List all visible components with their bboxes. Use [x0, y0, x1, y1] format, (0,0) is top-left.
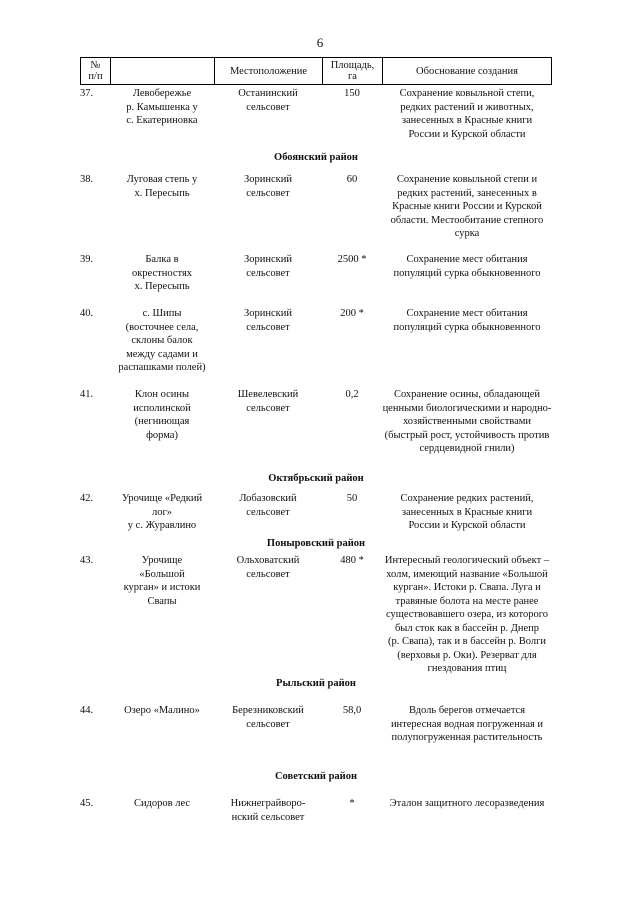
district-heading: Рыльский район [276, 678, 356, 689]
row-name: Сидоров лес [133, 798, 191, 809]
row-reason: Вдоль берегов отмечается интересная водная погруженная и полупогруженная растительность [390, 705, 544, 743]
row-reason: Сохранение редких растений, занесенных в Красные книги России и Курской области [400, 493, 534, 531]
header-reason: Обоснование создания [416, 65, 518, 77]
row-num: 40. [80, 308, 94, 319]
row-area: 58,0 [342, 705, 362, 716]
row-location: Лобазовский сельсовет [239, 493, 297, 518]
row-name: Клон осины исполинской (негниющая форма) [133, 389, 191, 441]
row-reason: Интересный геологический объект – холм, имеющий название «Большой курган». Истоки р. Свапа. Луга и травяные болота на месте ранее существовавшего озера, из которого был сток как в бассейн р. Днепр (р. Свапа), так и в бассейн р. Волги (верховья р. Оки). Резерват для гнездования птиц [384, 555, 550, 674]
row-area: 60 [346, 174, 358, 185]
row-num: 38. [80, 174, 94, 185]
row-location: Зоринский сельсовет [244, 254, 292, 279]
header-num: № п/п [81, 58, 111, 84]
row-name: Балка в окрестностях х. Пересыпь [131, 254, 193, 292]
header-location: Местоположение [215, 58, 323, 84]
row-area: * [349, 798, 355, 809]
row-location: Шевелевский сельсовет [237, 389, 299, 414]
row-name: с. Шипы (восточнее села, склоны балок между садами и распашками полей) [118, 308, 206, 373]
row-location: Останинский сельсовет [238, 88, 298, 113]
row-location: Зоринский сельсовет [244, 308, 292, 333]
row-area: 200 * [340, 308, 364, 319]
district-heading: Советский район [274, 771, 358, 782]
row-reason: Сохранение осины, обладающей ценными биологическими и народно- хозяйственными свойствами (быстрый рост, устойчивость против сердцевидной гнили) [382, 389, 552, 454]
row-reason: Сохранение ковыльной степи, редких растений и животных, занесенных в Красные книги России и Курской области [399, 88, 535, 140]
row-name: Озеро «Малино» [124, 705, 200, 716]
row-reason: Сохранение ковыльной степи и редких растений, занесенных в Красные книги России и Курской области. Местообитание степного сурка [390, 174, 544, 239]
row-location: Зоринский сельсовет [244, 174, 292, 199]
row-location: Нижнеграйворо- нский сельсовет [230, 798, 306, 823]
row-reason: Сохранение мест обитания популяций сурка обыкновенного [393, 254, 541, 279]
table-header [80, 57, 552, 85]
row-num: 42. [80, 493, 94, 504]
row-area: 2500 * [337, 254, 367, 265]
district-heading: Обоянский район [274, 152, 358, 163]
district-heading: Поныровский район [266, 538, 366, 549]
row-name: Луговая степь у х. Пересыпь [126, 174, 198, 199]
row-name: Урочище «Редкий лог» у с. Журавлино [121, 493, 203, 531]
page-number: 6 [316, 35, 324, 50]
row-location: Березниковский сельсовет [232, 705, 304, 730]
row-num: 37. [80, 88, 94, 99]
row-area: 150 [344, 88, 360, 99]
district-heading: Октябрьский район [268, 473, 364, 484]
row-reason: Эталон защитного лесоразведения [389, 798, 545, 809]
header-name [111, 58, 215, 84]
row-num: 39. [80, 254, 94, 265]
row-num: 43. [80, 555, 94, 566]
row-num: 44. [80, 705, 94, 716]
row-num: 41. [80, 389, 94, 400]
row-area: 0,2 [345, 389, 359, 400]
row-area: 480 * [340, 555, 364, 566]
row-location: Ольховатский сельсовет [236, 555, 300, 580]
row-name: Левобережье р. Камышенка у с. Екатериновка [126, 88, 198, 126]
header-area: Площадь, га [323, 58, 383, 84]
row-name: Урочище «Большой курган» и истоки Свапы [123, 555, 201, 607]
row-area: 50 [346, 493, 358, 504]
row-reason: Сохранение мест обитания популяций сурка обыкновенного [393, 308, 541, 333]
row-num: 45. [80, 798, 94, 809]
